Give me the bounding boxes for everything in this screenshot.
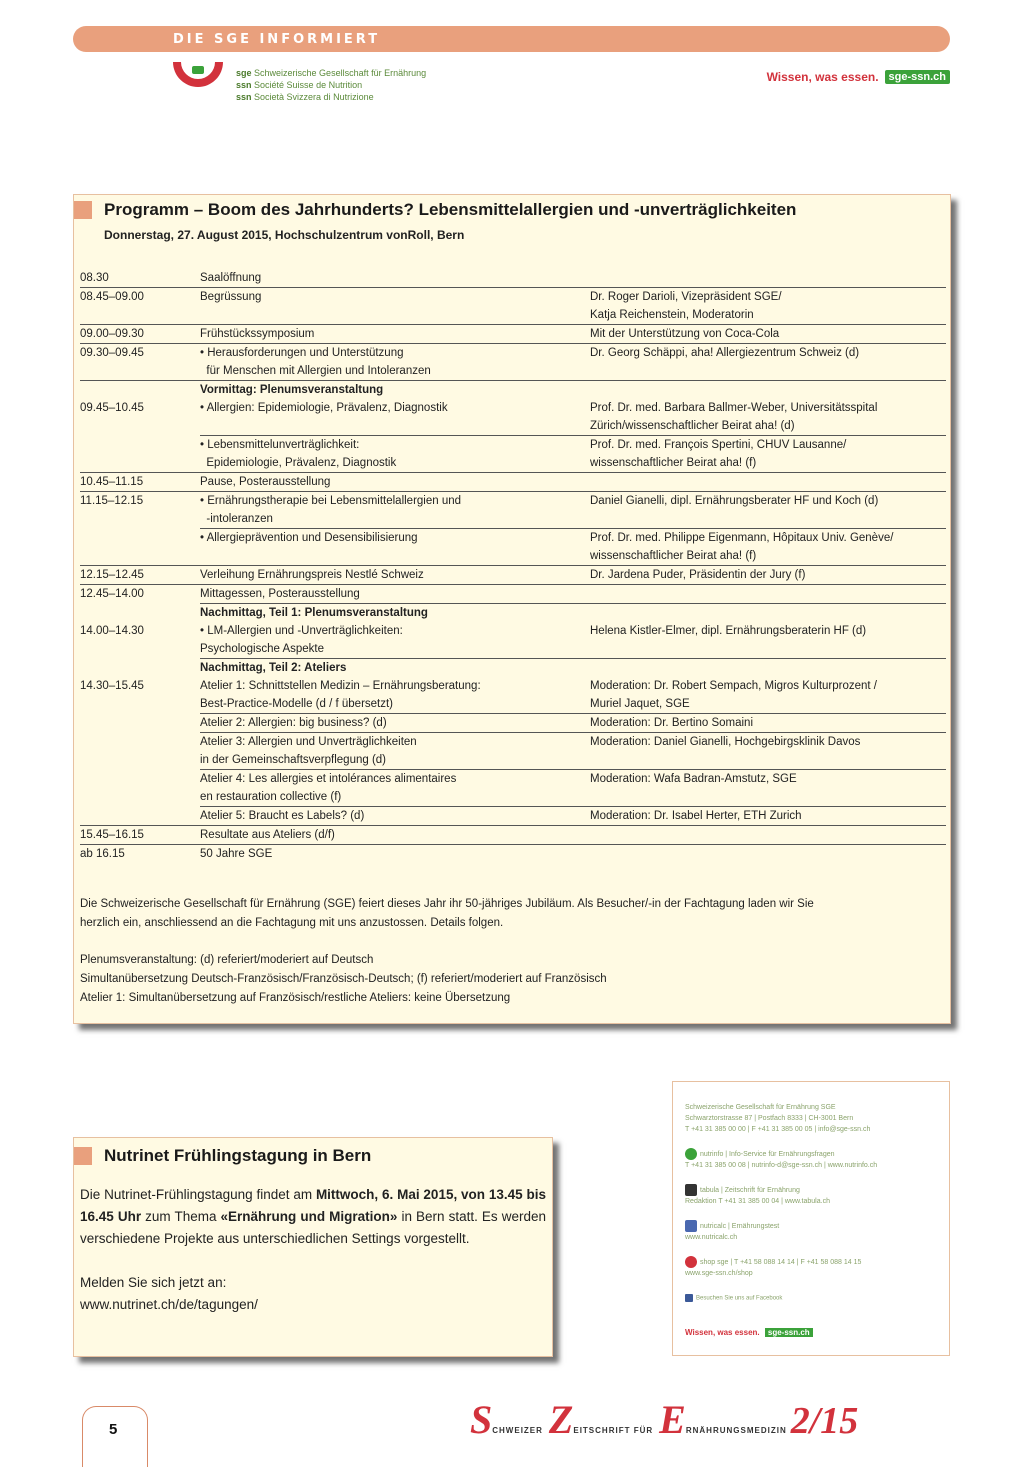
table-cell-time <box>80 454 200 473</box>
table-cell-topic: Resultate aus Ateliers (d/f) <box>200 826 590 845</box>
table-cell-topic: Psychologische Aspekte <box>200 643 325 655</box>
table-cell-person: wissenschaftlicher Beirat aha! (f) <box>590 457 757 469</box>
table-row <box>80 510 946 529</box>
table-cell-person: Dr. Roger Darioli, Vizepräsident SGE/ <box>590 288 946 307</box>
table-cell-topic <box>200 306 590 325</box>
table-row <box>80 417 946 436</box>
table-cell-person <box>590 751 946 770</box>
table-cell-time: 09.00–09.30 <box>80 325 200 344</box>
table-row <box>80 807 946 826</box>
nutrinet-box <box>73 1137 553 1357</box>
table-row <box>80 529 946 548</box>
table-cell-time <box>80 604 200 623</box>
title-square-icon <box>74 201 92 219</box>
ad-badge: sge-ssn.ch <box>765 1328 813 1337</box>
table-cell-topic: 50 Jahre SGE <box>200 845 590 864</box>
table-cell-time: 12.15–12.45 <box>80 566 200 585</box>
table-cell-time <box>80 547 200 566</box>
table-row <box>80 751 946 770</box>
ad-org: Schweizerische Gesellschaft für Ernährung SGE <box>685 1104 836 1111</box>
table-cell-person <box>590 659 946 678</box>
table-row <box>80 585 946 604</box>
table-row <box>80 547 946 566</box>
table-cell-time <box>80 751 200 770</box>
table-row <box>80 269 946 288</box>
table-cell-time <box>80 436 200 455</box>
table-row <box>80 622 946 640</box>
table-cell-time: 08.45–09.00 <box>80 288 200 307</box>
table-cell-person: Katja Reichenstein, Moderatorin <box>590 309 754 321</box>
table-cell-topic: Atelier 1: Schnittstellen Medizin – Ernährungsberatung: <box>200 680 481 692</box>
table-cell-time: 09.30–09.45 <box>80 344 200 363</box>
title-square-icon <box>74 1147 92 1165</box>
table-cell-person <box>590 510 946 529</box>
table-cell-person: Moderation: Dr. Isabel Herter, ETH Zurich <box>590 807 946 826</box>
facebook-icon <box>685 1294 693 1302</box>
table-cell-topic: Atelier 2: Allergien: big business? (d) <box>200 714 590 733</box>
ad-tabula: tabula | Zeitschrift für Ernährung <box>685 1184 800 1196</box>
table-cell-topic: • Ernährungstherapie bei Lebensmittelallergien und <box>200 492 590 511</box>
table-cell-topic: Nachmittag, Teil 2: Ateliers <box>200 659 590 678</box>
table-cell-person: Moderation: Dr. Robert Sempach, Migros Kulturprozent / <box>590 680 877 692</box>
org-line-fr: ssn Société Suisse de Nutrition <box>236 80 363 90</box>
table-cell-time <box>80 733 200 752</box>
table-cell-time <box>80 659 200 678</box>
table-cell-time <box>80 417 200 436</box>
programm-subtitle: Donnerstag, 27. August 2015, Hochschulzentrum vonRoll, Bern <box>104 228 465 242</box>
table-cell-topic: Frühstückssymposium <box>200 325 590 344</box>
table-row <box>80 788 946 807</box>
ad-nutricalc-url: www.nutricalc.ch <box>685 1234 738 1241</box>
sge-contact-ad <box>672 1081 950 1356</box>
table-row <box>80 344 946 363</box>
table-cell-topic: • Allergien: Epidemiologie, Prävalenz, Diagnostik <box>200 402 448 414</box>
table-cell-topic: Saalöffnung <box>200 272 262 284</box>
table-cell-person: Prof. Dr. med. François Spertini, CHUV Lausanne/ <box>590 436 946 455</box>
table-cell-person <box>590 845 946 864</box>
table-cell-topic: • Allergieprävention und Desensibilisierung <box>200 529 590 548</box>
page-number-tab <box>82 1406 148 1467</box>
table-cell-time <box>80 362 200 381</box>
table-cell-topic: • Herausforderungen und Unterstützung <box>200 344 590 363</box>
table-cell-person: Moderation: Wafa Badran-Amstutz, SGE <box>590 770 946 789</box>
ad-slogan: Wissen, was essen. sge-ssn.ch <box>685 1328 813 1337</box>
table-cell-time: 12.45–14.00 <box>80 585 200 604</box>
table-cell-person <box>590 788 946 807</box>
table-cell-person <box>590 381 946 400</box>
table-row <box>80 640 946 659</box>
ad-shop-url: www.sge-ssn.ch/shop <box>685 1270 753 1277</box>
table-cell-topic: Vormittag: Plenumsveranstaltung <box>200 381 590 400</box>
table-cell-topic: • Lebensmittelunverträglichkeit: <box>200 436 590 455</box>
table-row <box>80 566 946 585</box>
table-row <box>80 604 946 623</box>
ad-nutricalc: nutricalc | Ernährungstest <box>685 1220 779 1232</box>
slogan <box>767 70 950 84</box>
table-cell-topic: Atelier 5: Braucht es Labels? (d) <box>200 807 590 826</box>
programm-title: Programm – Boom des Jahrhunderts? Lebensmittelallergien und -unverträglichkeiten <box>74 200 796 220</box>
table-row <box>80 492 946 511</box>
journal-title: S CHWEIZER Z EITSCHRIFT FÜR E RNÄHRUNGSMEDIZIN 2/15 <box>470 1397 859 1442</box>
programm-table <box>80 269 946 863</box>
table-cell-time: 09.45–10.45 <box>80 402 144 414</box>
table-cell-time <box>80 770 200 789</box>
table-cell-topic: Atelier 4: Les allergies et intolérances alimentaires <box>200 770 590 789</box>
nutrinet-link[interactable]: www.nutrinet.ch/de/tagungen/ <box>80 1297 258 1312</box>
table-cell-person <box>590 826 946 845</box>
issue-number: 2/15 <box>790 1400 859 1442</box>
ad-nutrinfo-contact: T +41 31 385 00 08 | nutrinfo-d@sge-ssn.ch | www.nutrinfo.ch <box>685 1162 878 1169</box>
table-row <box>80 826 946 845</box>
table-cell-person <box>590 269 946 288</box>
table-cell-time: 15.45–16.15 <box>80 826 200 845</box>
table-cell-person: Helena Kistler-Elmer, dipl. Ernährungsberaterin HF (d) <box>590 625 867 637</box>
table-cell-time <box>80 640 200 659</box>
table-cell-time: 14.00–14.30 <box>80 625 144 637</box>
table-row <box>80 770 946 789</box>
table-cell-time <box>80 510 200 529</box>
table-row <box>80 399 946 417</box>
table-cell-time <box>80 807 200 826</box>
ad-tabula-contact: Redaktion T +41 31 385 00 04 | www.tabula.ch <box>685 1198 830 1205</box>
table-cell-time: 08.30 <box>80 272 109 284</box>
table-row <box>80 733 946 752</box>
table-cell-topic: Pause, Posterausstellung <box>200 473 590 492</box>
table-row <box>80 325 946 344</box>
table-cell-person: Prof. Dr. med. Barbara Ballmer-Weber, Universitätsspital <box>590 402 878 414</box>
table-row <box>80 473 946 492</box>
jubilaeum-note: Die Schweizerische Gesellschaft für Ernährung (SGE) feiert dieses Jahr ihr 50-jähriges Jubiläum. Als Besucher/-in der Fachtagung laden wir Sie herzlich ein, anschliessend an die Fachtagung mit uns anzustossen. Details folgen. <box>80 898 814 929</box>
table-cell-topic <box>200 547 590 566</box>
table-cell-time <box>80 695 200 714</box>
table-row <box>80 659 946 678</box>
shop-icon <box>685 1256 697 1268</box>
nutricalc-icon <box>685 1220 697 1232</box>
org-line-it: ssn Società Svizzera di Nutrizione <box>236 92 374 102</box>
table-cell-time: ab 16.15 <box>80 845 200 864</box>
table-cell-topic: Nachmittag, Teil 1: Plenumsveranstaltung <box>200 604 590 623</box>
table-cell-topic: en restauration collective (f) <box>200 791 342 803</box>
nutrinet-title: Nutrinet Frühlingstagung in Bern <box>74 1146 371 1166</box>
sge-logo-icon <box>170 62 226 96</box>
table-cell-person: Moderation: Daniel Gianelli, Hochgebirgsklinik Davos <box>590 733 946 752</box>
table-cell-topic: in der Gemeinschaftsverpflegung (d) <box>200 754 387 766</box>
table-cell-person: Daniel Gianelli, dipl. Ernährungsberater HF und Koch (d) <box>590 492 946 511</box>
table-cell-topic: Verleihung Ernährungspreis Nestlé Schweiz <box>200 566 590 585</box>
banner-text: DIE SGE INFORMIERT <box>173 32 381 47</box>
ad-nutrinfo: nutrinfo | Info-Service für Ernährungsfragen <box>685 1148 835 1160</box>
table-cell-time <box>80 788 200 807</box>
nutrinet-paragraph: Die Nutrinet-Frühlingstagung findet am Mittwoch, 6. Mai 2015, von 13.45 bis 16.45 Uhr zum Thema «Ernährung und Migration» in Bern statt. Es werden verschiedene Projekte aus unterschiedlichen Settings vorgestellt. <box>80 1187 546 1246</box>
ad-phone: T +41 31 385 00 00 | F +41 31 385 00 05 | info@sge-ssn.ch <box>685 1126 871 1133</box>
table-cell-topic: Best-Practice-Modelle (d / f übersetzt) <box>200 698 394 710</box>
table-cell-time <box>80 306 200 325</box>
org-names <box>236 67 426 103</box>
website-badge[interactable]: sge-ssn.ch <box>885 70 950 84</box>
table-row <box>80 845 946 864</box>
language-note: Plenumsveranstaltung: (d) referiert/moderiert auf Deutsch Simultanübersetzung Deutsch-Französisch/Französisch-Deutsch; (f) referiert/moderiert auf Französisch Atelier 1: Simultanübersetzung auf Französisch/restliche Ateliers: keine Übersetzung <box>80 954 607 1004</box>
slogan-text: Wissen, was essen. <box>766 70 879 84</box>
table-cell-topic: Epidemiologie, Prävalenz, Diagnostik <box>200 457 397 469</box>
table-row <box>80 677 946 695</box>
programm-box <box>73 194 951 1024</box>
table-cell-person: Moderation: Dr. Bertino Somaini <box>590 714 946 733</box>
table-cell-time: 10.45–11.15 <box>80 473 200 492</box>
table-row <box>80 288 946 307</box>
ad-facebook: Besuchen Sie uns auf Facebook <box>685 1294 782 1302</box>
table-row <box>80 362 946 381</box>
section-banner <box>73 26 950 52</box>
page-number: 5 <box>109 1421 118 1438</box>
table-row <box>80 454 946 473</box>
table-cell-topic: Atelier 3: Allergien und Unverträglichkeiten <box>200 733 590 752</box>
tabula-icon <box>685 1184 697 1196</box>
ad-shop: shop sge | T +41 58 088 14 14 | F +41 58 088 14 15 <box>685 1256 861 1268</box>
table-cell-topic: • LM-Allergien und -Unverträglichkeiten: <box>200 625 403 637</box>
table-cell-time <box>80 381 200 400</box>
table-cell-person <box>590 362 946 381</box>
table-cell-topic: Mittagessen, Posterausstellung <box>200 585 590 604</box>
table-cell-person: Prof. Dr. med. Philippe Eigenmann, Hôpitaux Univ. Genève/ <box>590 529 946 548</box>
table-cell-person: Dr. Jardena Puder, Präsidentin der Jury (f) <box>590 566 946 585</box>
ad-address: Schwarztorstrasse 87 | Postfach 8333 | CH-3001 Bern <box>685 1115 854 1122</box>
table-cell-topic: -intoleranzen <box>200 513 273 525</box>
table-cell-time <box>80 529 200 548</box>
register-prompt: Melden Sie sich jetzt an: <box>80 1275 227 1290</box>
table-cell-time: 14.30–15.45 <box>80 680 144 692</box>
table-cell-person <box>590 604 946 623</box>
table-row <box>80 436 946 455</box>
table-cell-person: wissenschaftlicher Beirat aha! (f) <box>590 550 757 562</box>
table-cell-topic <box>200 417 590 436</box>
table-cell-person <box>590 640 946 659</box>
table-row <box>80 381 946 400</box>
table-row <box>80 714 946 733</box>
table-cell-person: Zürich/wissenschaftlicher Beirat aha! (d) <box>590 420 795 432</box>
table-cell-time <box>80 714 200 733</box>
info-icon <box>685 1148 697 1160</box>
table-row <box>80 306 946 325</box>
table-row <box>80 695 946 714</box>
table-cell-topic: für Menschen mit Allergien und Intoleranzen <box>200 365 431 377</box>
table-cell-person: Dr. Georg Schäppi, aha! Allergiezentrum Schweiz (d) <box>590 344 946 363</box>
table-cell-time: 11.15–12.15 <box>80 492 200 511</box>
table-cell-person: Mit der Unterstützung von Coca-Cola <box>590 325 946 344</box>
table-cell-topic: Begrüssung <box>200 288 590 307</box>
table-cell-person <box>590 473 946 492</box>
table-cell-person: Muriel Jaquet, SGE <box>590 698 690 710</box>
org-line-de: sge Schweizerische Gesellschaft für Ernährung <box>236 68 427 78</box>
table-cell-person <box>590 585 946 604</box>
nutrinet-text <box>80 1184 546 1316</box>
